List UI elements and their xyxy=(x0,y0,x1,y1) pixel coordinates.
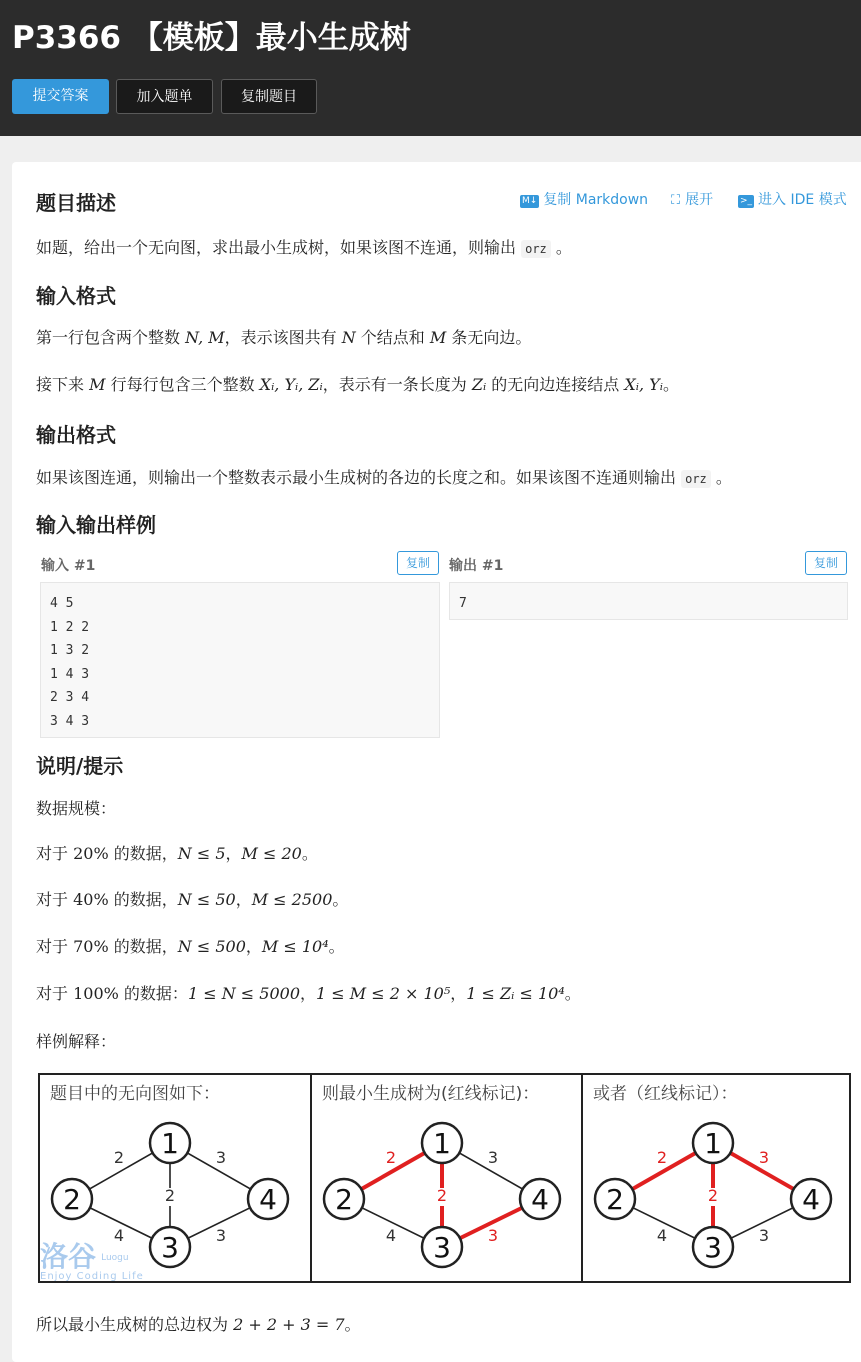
copy-markdown-link[interactable]: M↓ 复制 Markdown xyxy=(522,192,649,208)
edge-weight-label: 4 xyxy=(656,1226,668,1245)
graph-node-label: 4 xyxy=(802,1183,820,1216)
constraint-100: 对于 100% 的数据：1 ≤ N ≤ 5000，1 ≤ M ≤ 2 × 10⁵，1 ≤ Zᵢ ≤ 10⁴。 xyxy=(36,984,581,1003)
inline-code: orz xyxy=(521,240,551,258)
expand-link[interactable]: ⛶ 展开 xyxy=(671,192,714,208)
inline-code: orz xyxy=(681,470,711,488)
hint-heading: 说明/提示 xyxy=(36,754,124,778)
panel-caption: 则最小生成树为(红线标记)： xyxy=(322,1084,540,1104)
edge-weight-label: 4 xyxy=(385,1226,397,1245)
copy-problem-button[interactable]: 复制题目 xyxy=(221,79,317,114)
sample-input-box[interactable] xyxy=(40,582,440,738)
edge-weight-label: 2 xyxy=(707,1186,719,1205)
constraint-40: 对于 40% 的数据，N ≤ 50，M ≤ 2500。 xyxy=(36,890,349,909)
graph-node-label: 3 xyxy=(433,1231,451,1264)
sample-input-label: 输入 #1 xyxy=(41,558,96,574)
code-line: 1 3 2 xyxy=(50,643,90,659)
constraint-70: 对于 70% 的数据，N ≤ 500，M ≤ 10⁴。 xyxy=(36,937,345,956)
graph-panel-mst-1 xyxy=(310,1075,583,1281)
code-line: 2 3 4 xyxy=(50,690,90,706)
sample-output-label: 输出 #1 xyxy=(449,558,504,574)
graph-node-label: 2 xyxy=(606,1183,624,1216)
graph-panel-original xyxy=(40,1075,310,1281)
edge-weight-label: 3 xyxy=(487,1148,499,1167)
scale-label: 数据规模： xyxy=(36,799,117,818)
example-label: 样例解释： xyxy=(36,1032,117,1051)
edge-weight-label: 2 xyxy=(113,1148,125,1167)
graph-node-label: 4 xyxy=(531,1183,549,1216)
output-format-text: 如果该图连通，则输出一个整数表示最小生成树的各边的长度之和。如果该图不连通则输出 orz 。 xyxy=(36,468,732,487)
edge-weight-label: 2 xyxy=(164,1186,176,1205)
copy-output-button[interactable]: 复制 xyxy=(805,551,847,575)
edge-weight-label: 2 xyxy=(385,1148,397,1167)
code-line: 3 4 3 xyxy=(50,713,90,729)
graph-node-label: 2 xyxy=(63,1183,81,1216)
add-to-list-button[interactable]: 加入题单 xyxy=(116,79,213,114)
graph-node-label: 1 xyxy=(161,1127,179,1160)
copy-input-button[interactable]: 复制 xyxy=(397,551,439,575)
sample-graph-figure xyxy=(38,1073,851,1283)
submit-button[interactable]: 提交答案 xyxy=(12,79,109,114)
terminal-icon: >_ xyxy=(740,196,753,206)
output-format-heading: 输出格式 xyxy=(36,423,116,447)
edge-weight-label: 3 xyxy=(487,1226,499,1245)
luogu-logo-icon: 洛谷 xyxy=(40,1240,97,1273)
code-line: 7 xyxy=(459,596,467,611)
expand-icon: ⛶ xyxy=(671,193,681,208)
sample-output-box[interactable] xyxy=(449,582,848,620)
edge-weight-label: 2 xyxy=(436,1186,448,1205)
input-format-heading: 输入格式 xyxy=(36,284,116,308)
edge-weight-label: 3 xyxy=(758,1148,770,1167)
edge-weight-label: 3 xyxy=(215,1226,227,1245)
code-line: 4 5 xyxy=(50,596,74,611)
graph-node-label: 1 xyxy=(433,1127,451,1160)
input-format-line2: 接下来 M 行每行包含三个整数 Xᵢ, Yᵢ, Zᵢ，表示有一条长度为 Zᵢ 的无向边连接结点 Xᵢ, Yᵢ。 xyxy=(36,375,679,394)
input-format-line1: 第一行包含两个整数 N, M，表示该图共有 N 个结点和 M 条无向边。 xyxy=(36,328,532,347)
panel-caption: 或者（红线标记）： xyxy=(593,1084,738,1104)
constraint-20: 对于 20% 的数据，N ≤ 5，M ≤ 20。 xyxy=(36,844,318,863)
problem-title: P3366 【模板】最小生成树 xyxy=(12,20,411,56)
edge-weight-label: 4 xyxy=(113,1226,125,1245)
panel-caption: 题目中的无向图如下： xyxy=(50,1084,220,1104)
graph-node-label: 2 xyxy=(335,1183,353,1216)
graph-node-label: 3 xyxy=(704,1231,722,1264)
edge-weight-label: 3 xyxy=(758,1226,770,1245)
code-line: 1 4 3 xyxy=(50,666,90,682)
graph-node-label: 3 xyxy=(161,1231,179,1264)
luogu-watermark: 洛谷 $^{Luogu}$ Enjoy Coding Life xyxy=(40,1240,144,1282)
samples-heading: 输入输出样例 xyxy=(36,513,156,537)
edge-weight-label: 3 xyxy=(215,1148,227,1167)
graph-svg-2 xyxy=(583,1075,853,1281)
graph-svg-1 xyxy=(312,1075,583,1281)
code-line: 1 2 2 xyxy=(50,619,90,635)
graph-panel-mst-2 xyxy=(581,1075,853,1281)
description-heading: 题目描述 xyxy=(36,191,116,215)
problem-header xyxy=(0,0,861,136)
edge-weight-label: 2 xyxy=(656,1148,668,1167)
ide-mode-link[interactable]: >_ 进入 IDE 模式 xyxy=(740,192,847,208)
description-text: 如题，给出一个无向图，求出最小生成树，如果该图不连通，则输出 orz 。 xyxy=(36,238,572,257)
conclusion-text: 所以最小生成树的总边权为 2 + 2 + 3 = 7。 xyxy=(36,1315,361,1334)
graph-node-label: 1 xyxy=(704,1127,722,1160)
graph-node-label: 4 xyxy=(259,1183,277,1216)
markdown-icon: M↓ xyxy=(522,196,538,206)
